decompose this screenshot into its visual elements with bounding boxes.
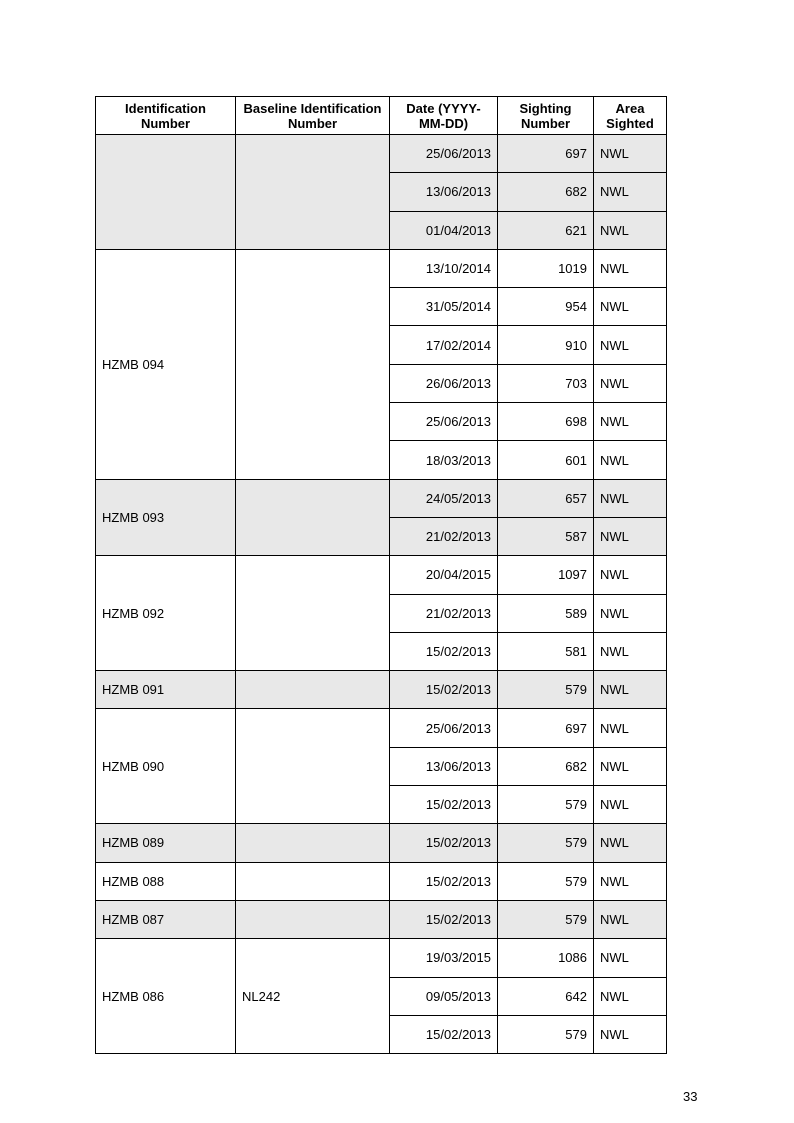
date-cell: 25/06/2013 bbox=[390, 403, 498, 441]
area-sighted-cell: NWL bbox=[594, 709, 667, 747]
table-row bbox=[96, 862, 667, 900]
area-sighted-cell: NWL bbox=[594, 939, 667, 977]
sighting-number-cell: 642 bbox=[498, 977, 594, 1015]
table-row bbox=[96, 824, 667, 862]
area-sighted-cell: NWL bbox=[594, 556, 667, 594]
sighting-number-cell: 579 bbox=[498, 862, 594, 900]
table-row bbox=[96, 900, 667, 938]
date-cell: 21/02/2013 bbox=[390, 517, 498, 555]
date-cell: 15/02/2013 bbox=[390, 900, 498, 938]
header-row bbox=[96, 97, 667, 135]
identification-number-cell: HZMB 086 bbox=[96, 939, 236, 1054]
sighting-number-cell: 1086 bbox=[498, 939, 594, 977]
date-cell: 13/06/2013 bbox=[390, 173, 498, 211]
baseline-identification-cell bbox=[236, 709, 390, 824]
area-sighted-cell: NWL bbox=[594, 977, 667, 1015]
header-area-sighted: Area Sighted bbox=[594, 97, 667, 135]
baseline-identification-cell bbox=[236, 862, 390, 900]
identification-number-cell: HZMB 088 bbox=[96, 862, 236, 900]
sighting-number-cell: 581 bbox=[498, 632, 594, 670]
date-cell: 15/02/2013 bbox=[390, 632, 498, 670]
date-cell: 13/06/2013 bbox=[390, 747, 498, 785]
baseline-identification-cell bbox=[236, 135, 390, 250]
sighting-number-cell: 601 bbox=[498, 441, 594, 479]
header-baseline-identification-number: Baseline Identification Number bbox=[236, 97, 390, 135]
sighting-number-cell: 682 bbox=[498, 173, 594, 211]
table-row bbox=[96, 479, 667, 517]
area-sighted-cell: NWL bbox=[594, 441, 667, 479]
date-cell: 21/02/2013 bbox=[390, 594, 498, 632]
identification-number-cell: HZMB 087 bbox=[96, 900, 236, 938]
sighting-number-cell: 910 bbox=[498, 326, 594, 364]
date-cell: 01/04/2013 bbox=[390, 211, 498, 249]
sighting-number-cell: 954 bbox=[498, 288, 594, 326]
area-sighted-cell: NWL bbox=[594, 288, 667, 326]
area-sighted-cell: NWL bbox=[594, 594, 667, 632]
sighting-number-cell: 703 bbox=[498, 364, 594, 402]
area-sighted-cell: NWL bbox=[594, 747, 667, 785]
sighting-number-cell: 682 bbox=[498, 747, 594, 785]
sighting-number-cell: 579 bbox=[498, 824, 594, 862]
area-sighted-cell: NWL bbox=[594, 1015, 667, 1053]
table-row bbox=[96, 556, 667, 594]
date-cell: 13/10/2014 bbox=[390, 249, 498, 287]
table-row bbox=[96, 939, 667, 977]
baseline-identification-cell bbox=[236, 900, 390, 938]
baseline-identification-cell bbox=[236, 824, 390, 862]
baseline-identification-cell bbox=[236, 671, 390, 709]
identification-number-cell: HZMB 091 bbox=[96, 671, 236, 709]
sighting-number-cell: 1097 bbox=[498, 556, 594, 594]
sighting-number-cell: 697 bbox=[498, 709, 594, 747]
sighting-number-cell: 621 bbox=[498, 211, 594, 249]
area-sighted-cell: NWL bbox=[594, 862, 667, 900]
area-sighted-cell: NWL bbox=[594, 900, 667, 938]
date-cell: 25/06/2013 bbox=[390, 135, 498, 173]
sighting-number-cell: 587 bbox=[498, 517, 594, 555]
date-cell: 18/03/2013 bbox=[390, 441, 498, 479]
date-cell: 24/05/2013 bbox=[390, 479, 498, 517]
area-sighted-cell: NWL bbox=[594, 824, 667, 862]
date-cell: 26/06/2013 bbox=[390, 364, 498, 402]
area-sighted-cell: NWL bbox=[594, 786, 667, 824]
header-date: Date (YYYY-MM-DD) bbox=[390, 97, 498, 135]
baseline-identification-cell bbox=[236, 249, 390, 479]
table-row bbox=[96, 671, 667, 709]
date-cell: 15/02/2013 bbox=[390, 671, 498, 709]
baseline-identification-cell bbox=[236, 556, 390, 671]
sighting-number-cell: 657 bbox=[498, 479, 594, 517]
header-identification-number: Identification Number bbox=[96, 97, 236, 135]
sighting-number-cell: 579 bbox=[498, 900, 594, 938]
area-sighted-cell: NWL bbox=[594, 326, 667, 364]
date-cell: 09/05/2013 bbox=[390, 977, 498, 1015]
area-sighted-cell: NWL bbox=[594, 364, 667, 402]
sighting-number-cell: 589 bbox=[498, 594, 594, 632]
identification-number-cell: HZMB 090 bbox=[96, 709, 236, 824]
identification-number-cell: HZMB 092 bbox=[96, 556, 236, 671]
date-cell: 17/02/2014 bbox=[390, 326, 498, 364]
sighting-number-cell: 579 bbox=[498, 1015, 594, 1053]
sighting-number-cell: 579 bbox=[498, 671, 594, 709]
area-sighted-cell: NWL bbox=[594, 135, 667, 173]
date-cell: 15/02/2013 bbox=[390, 824, 498, 862]
sighting-number-cell: 698 bbox=[498, 403, 594, 441]
identification-number-cell: HZMB 089 bbox=[96, 824, 236, 862]
identification-number-cell bbox=[96, 135, 236, 250]
area-sighted-cell: NWL bbox=[594, 249, 667, 287]
date-cell: 31/05/2014 bbox=[390, 288, 498, 326]
area-sighted-cell: NWL bbox=[594, 671, 667, 709]
date-cell: 15/02/2013 bbox=[390, 786, 498, 824]
sighting-number-cell: 1019 bbox=[498, 249, 594, 287]
header-sighting-number: Sighting Number bbox=[498, 97, 594, 135]
area-sighted-cell: NWL bbox=[594, 632, 667, 670]
table-body bbox=[96, 135, 667, 1054]
identification-number-cell: HZMB 093 bbox=[96, 479, 236, 556]
page-number: 33 bbox=[683, 1089, 698, 1104]
date-cell: 15/02/2013 bbox=[390, 862, 498, 900]
table-row bbox=[96, 709, 667, 747]
date-cell: 25/06/2013 bbox=[390, 709, 498, 747]
date-cell: 15/02/2013 bbox=[390, 1015, 498, 1053]
table-row bbox=[96, 135, 667, 173]
identification-number-cell: HZMB 094 bbox=[96, 249, 236, 479]
date-cell: 20/04/2015 bbox=[390, 556, 498, 594]
area-sighted-cell: NWL bbox=[594, 403, 667, 441]
baseline-identification-cell: NL242 bbox=[236, 939, 390, 1054]
baseline-identification-cell bbox=[236, 479, 390, 556]
area-sighted-cell: NWL bbox=[594, 517, 667, 555]
area-sighted-cell: NWL bbox=[594, 173, 667, 211]
sighting-number-cell: 579 bbox=[498, 786, 594, 824]
area-sighted-cell: NWL bbox=[594, 211, 667, 249]
sightings-table bbox=[95, 96, 667, 1054]
table-row bbox=[96, 249, 667, 287]
area-sighted-cell: NWL bbox=[594, 479, 667, 517]
sighting-number-cell: 697 bbox=[498, 135, 594, 173]
date-cell: 19/03/2015 bbox=[390, 939, 498, 977]
